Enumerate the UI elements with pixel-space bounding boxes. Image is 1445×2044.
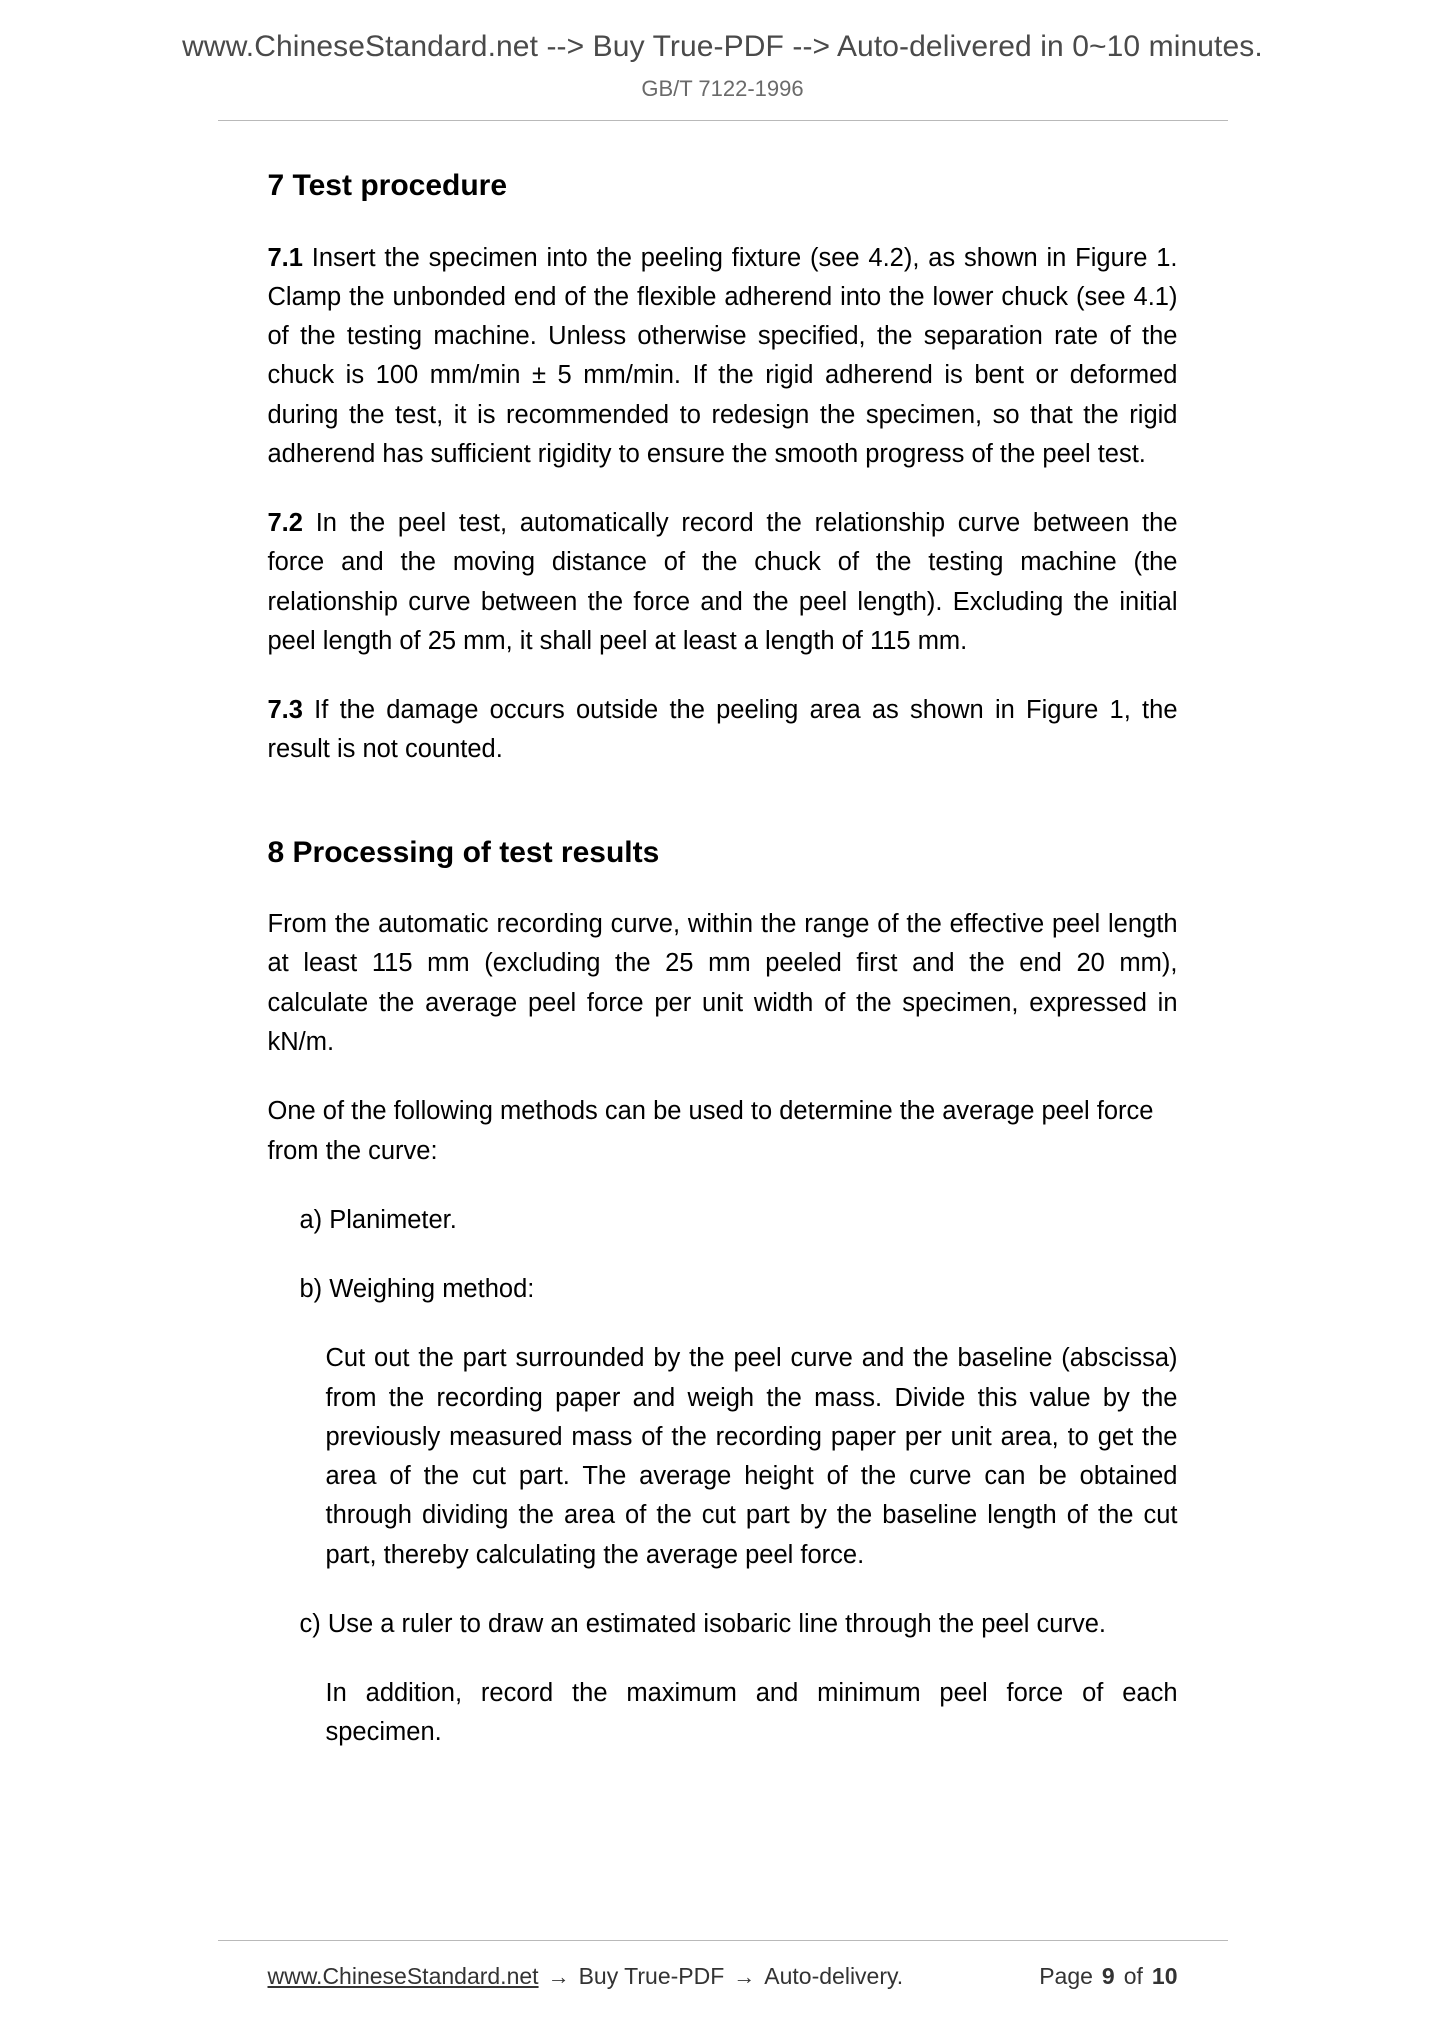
paragraph-7-3 (268, 691, 1178, 770)
arrow-right-icon-2: → (733, 1964, 756, 1989)
footer-delivery-label: Auto-delivery. (764, 1963, 904, 1989)
paragraph-text-7-3: If the damage occurs outside the peeling area as shown in Figure 1, the result is not counted. (267, 696, 1178, 764)
section-8-heading: 8 Processing of test results (267, 835, 660, 869)
paragraph-text-7-1: Insert the specimen into the peeling fixture (see 4.2), as shown in Figure 1. Clamp the unbonded end of the flexible adherend into the lower chuck (see 4.1) of the testing machine. Unless otherwise specified, the separation rate of the chuck is 100 mm/min ± 5 mm/min. If the rigid adherend is bent or deformed during the test, it is recommended to redesign the specimen, so that the rigid adherend has sufficient rigidity to ensure the smooth progress of the peel test. (267, 243, 1178, 468)
paragraph-text-7-2: In the peel test, automatically record the relationship curve between the force and the moving distance of the chuck of the testing machine (the relationship curve between the force and the peel length). Excluding the initial peel length of 25 mm, it shall peel at least a length of 115 mm. (267, 509, 1178, 655)
standard-code: GB/T 7122-1996 (641, 76, 804, 101)
weighing-method-detail: Cut out the part surrounded by the peel curve and the baseline (abscissa) from the recording paper and weigh the mass. Divide this value by the previously measured mass of the recording paper per unit area, to get the area of the cut part. The average height of the curve can be obtained through dividing the area of the cut part by the baseline length of the cut part, thereby calculating the average peel force. (325, 1344, 1178, 1569)
section-8-intro-paragraph-2: One of the following methods can be used to determine the average peel force from the curve: (267, 1097, 1154, 1165)
watermark-header: www.ChineseStandard.net --> Buy True-PDF --> Auto-delivered in 0~10 minutes. (182, 30, 1263, 63)
paragraph-7-1 (268, 239, 1178, 475)
paragraph-7-2 (268, 504, 1178, 661)
section-8-intro-paragraph-1: From the automatic recording curve, within the range of the effective peel length at least 115 mm (excluding the 25 mm peeled first and the end 20 mm), calculate the average peel force per unit width of the specimen, expressed in kN/m. (267, 910, 1178, 1056)
footer-total-pages: 10 (1151, 1963, 1178, 1989)
closing-note: In addition, record the maximum and minimum peel force of each specimen. (325, 1679, 1178, 1747)
footer-page-number: 9 (1101, 1963, 1115, 1989)
list-item-c: c) Use a ruler to draw an estimated isobaric line through the peel curve. (299, 1609, 1106, 1638)
paragraph-number-7-3: 7.3 (267, 696, 303, 725)
paragraph-number-7-2: 7.2 (267, 509, 303, 538)
list-item-b: b) Weighing method: (299, 1275, 535, 1304)
header-divider (218, 120, 1228, 121)
footer-of-word: of (1123, 1963, 1143, 1989)
footer-buy-label: Buy True-PDF (578, 1963, 725, 1989)
section-7-heading: 7 Test procedure (267, 169, 508, 202)
page-footer (0, 1940, 1445, 1990)
paragraph-number-7-1: 7.1 (267, 243, 303, 272)
arrow-right-icon: → (547, 1964, 570, 1989)
list-item-a: a) Planimeter. (299, 1205, 457, 1234)
document-content (218, 167, 1228, 1753)
footer-page-word: Page (1039, 1963, 1093, 1989)
footer-site-link[interactable]: www.ChineseStandard.net (267, 1963, 539, 1989)
